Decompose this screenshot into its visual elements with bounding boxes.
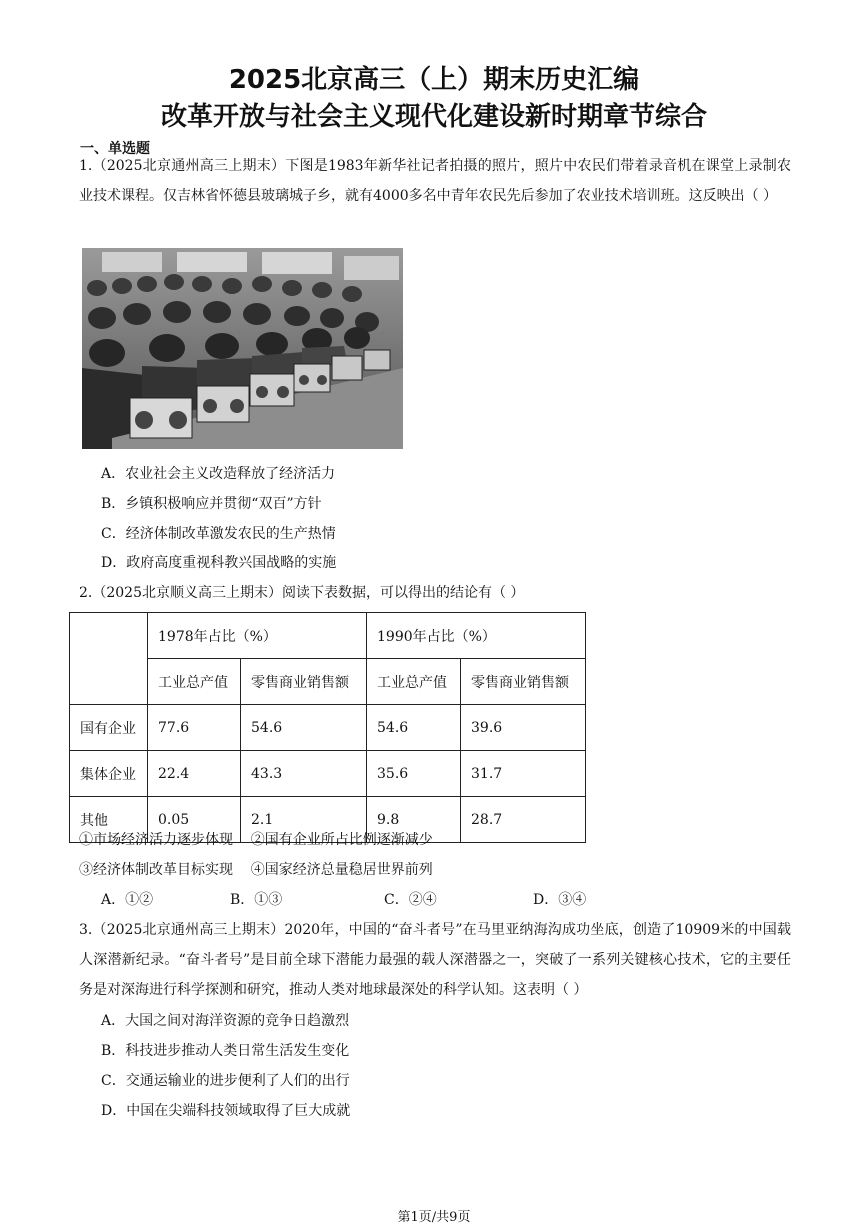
table-corner-cell xyxy=(70,613,148,705)
table-sub-header: 零售商业销售额 xyxy=(241,659,367,705)
table-cell: 54.6 xyxy=(241,705,367,751)
table-row xyxy=(70,751,586,797)
table-cell: 39.6 xyxy=(461,705,586,751)
table-sub-header: 工业总产值 xyxy=(367,659,461,705)
table-row-label: 其他 xyxy=(70,797,148,843)
table-sub-header: 零售商业销售额 xyxy=(461,659,586,705)
table-cell: 22.4 xyxy=(148,751,241,797)
q3-option-a: A．大国之间对海洋资源的竞争日趋激烈 xyxy=(101,1013,350,1029)
table-cell: 2.1 xyxy=(241,797,367,843)
q3-option-c: C．交通运输业的进步便利了人们的出行 xyxy=(101,1073,350,1089)
table-cell: 31.7 xyxy=(461,751,586,797)
q3-option-b: B．科技进步推动人类日常生活发生变化 xyxy=(101,1043,350,1059)
table-sub-header: 工业总产值 xyxy=(148,659,241,705)
q1-option-d: D．政府高度重视科教兴国战略的实施 xyxy=(101,555,337,571)
table-cell: 43.3 xyxy=(241,751,367,797)
q2-stem: 2.（2025北京顺义高三上期末）阅读下表数据，可以得出的结论有（ ） xyxy=(79,585,525,601)
q1-stem: 1.（2025北京通州高三上期末）下图是1983年新华社记者拍摄的照片，照片中农民们带着录音机在课堂上录制农业技术课程。仅吉林省怀德县玻璃城子乡，就有4000多名中青年农民先后参加了农业技术培训班。这反映出（ ） xyxy=(79,158,791,204)
q2-option-b: B．①③ xyxy=(230,892,283,908)
q1-option-c: C．经济体制改革激发农民的生产热情 xyxy=(101,526,336,542)
q2-statements-1: ①市场经济活力逐步体现 ②国有企业所占比例逐渐减少 xyxy=(79,832,433,848)
page-number: 第1页/共9页 xyxy=(397,1210,471,1225)
table-cell: 9.8 xyxy=(367,797,461,843)
q3-option-d: D．中国在尖端科技领域取得了巨大成就 xyxy=(101,1103,351,1119)
q1-option-a: A．农业社会主义改造释放了经济活力 xyxy=(101,466,336,482)
table-cell: 54.6 xyxy=(367,705,461,751)
classroom-photo-icon xyxy=(82,248,403,449)
q2-statements-2: ③经济体制改革目标实现 ④国家经济总量稳居世界前列 xyxy=(79,862,433,878)
q2-option-a: A．①② xyxy=(101,892,154,908)
document-title: 2025北京高三（上）期末历史汇编 xyxy=(228,65,640,95)
table-cell: 0.05 xyxy=(148,797,241,843)
q1-photo xyxy=(82,248,403,449)
q2-option-c: C．②④ xyxy=(384,892,437,908)
table-row-label: 国有企业 xyxy=(70,705,148,751)
table-cell: 77.6 xyxy=(148,705,241,751)
table-row xyxy=(70,705,586,751)
table-year-header: 1990年占比（%） xyxy=(367,613,586,659)
section-heading: 一、单选题 xyxy=(80,141,150,157)
table-row-label: 集体企业 xyxy=(70,751,148,797)
q3-stem: 3.（2025北京通州高三上期末）2020年，中国的“奋斗者号”在马里亚纳海沟成功坐底，创造了10909米的中国载人深潜新纪录。“奋斗者号”是目前全球下潜能力最强的载人深潜器之一，突破了一系列关键核心技术，它的主要任务是对深海进行科学探测和研究，推动人类对地球最深处的科学认知。这表明（ ） xyxy=(79,922,791,998)
q1-option-b: B．乡镇积极响应并贯彻“双百”方针 xyxy=(101,496,322,512)
table-cell: 28.7 xyxy=(461,797,586,843)
table-cell: 35.6 xyxy=(367,751,461,797)
q2-option-d: D．③④ xyxy=(533,892,587,908)
document-subtitle: 改革开放与社会主义现代化建设新时期章节综合 xyxy=(160,102,707,132)
q2-data-table xyxy=(69,612,586,843)
table-year-header: 1978年占比（%） xyxy=(148,613,367,659)
